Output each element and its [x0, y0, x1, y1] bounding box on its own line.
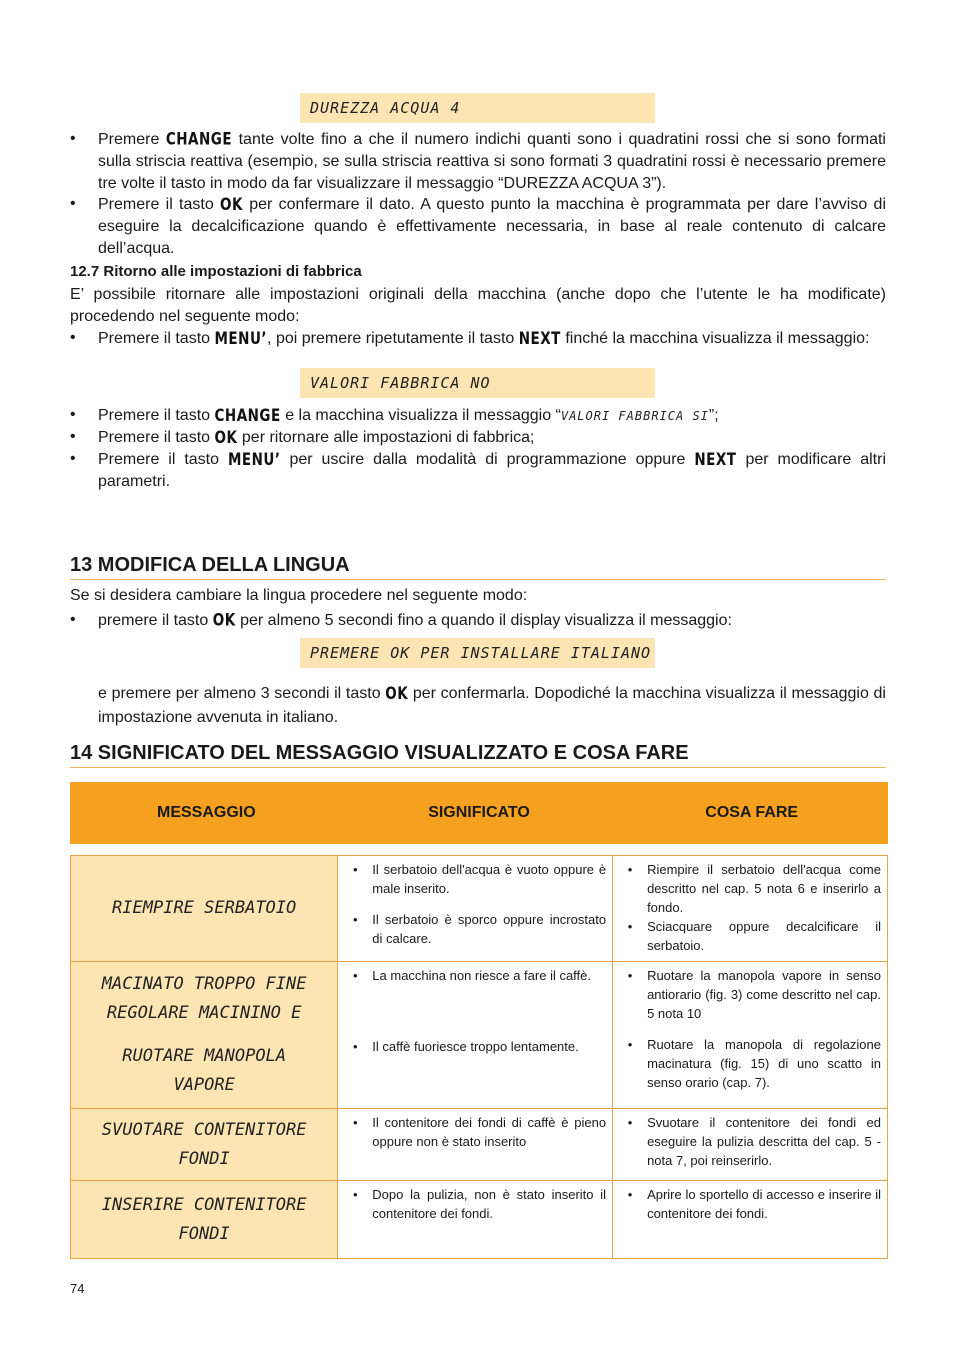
ok-key: OK	[385, 682, 409, 704]
display-message-inline: VALORI FABBRICA SI	[560, 409, 709, 423]
meaning-cell: • Il serbatoio dell'acqua è vuoto oppure è male inserito. • Il serbatoio è sporco oppure incrostato di calcare.	[338, 856, 613, 962]
action-cell: • Riempire il serbatoio dell'acqua come descritto nel cap. 5 nota 6 e inserirlo a fondo. • Sciacquare oppure decalcificare il serbatoio.	[613, 856, 888, 962]
menu-key: MENU’	[214, 327, 268, 349]
display-message: VALORI FABBRICA NO	[310, 374, 491, 392]
table-row	[71, 1109, 888, 1181]
message-cell: INSERIRE CONTENITORE FONDI	[71, 1181, 338, 1259]
section-13-intro: Se si desidera cambiare la lingua procedere nel seguente modo:	[70, 587, 528, 604]
table-row	[71, 962, 888, 1109]
section-12-7-intro: E’ possibile ritornare alle impostazioni originali della macchina (anche dopo che l’utente le ha modificate) procedendo nel seguente modo:	[70, 286, 886, 325]
display-box-premere	[300, 638, 655, 668]
column-header-significato: SIGNIFICATO	[428, 804, 530, 821]
ok-key: OK	[220, 193, 243, 215]
next-key: NEXT	[694, 448, 737, 470]
display-message: PREMERE OK PER INSTALLARE ITALIANO	[310, 644, 652, 662]
action-cell: • Aprire lo sportello di accesso e inserire il contenitore dei fondi.	[613, 1181, 888, 1259]
display-box-valori	[300, 368, 655, 398]
action-cell: • Svuotare il contenitore dei fondi ed eseguire la pulizia descritta del cap. 5 - nota 7, poi reinserirlo.	[613, 1109, 888, 1181]
meaning-cell: • Il contenitore dei fondi di caffè è pieno oppure non è stato inserito	[338, 1109, 613, 1181]
change-key: CHANGE	[214, 404, 281, 426]
meaning-cell: • La macchina non riesce a fare il caffè. • Il caffè fuoriesce troppo lentamente.	[338, 962, 613, 1109]
table-header	[70, 782, 888, 844]
display-box-durezza	[300, 93, 655, 123]
next-key: NEXT	[518, 327, 561, 349]
message-cell: SVUOTARE CONTENITORE FONDI	[71, 1109, 338, 1181]
menu-key: MENU’	[227, 448, 281, 470]
change-key: CHANGE	[165, 128, 233, 150]
meaning-cell: • Dopo la pulizia, non è stato inserito il contenitore dei fondi.	[338, 1181, 613, 1259]
column-header-messaggio: MESSAGGIO	[156, 804, 256, 821]
section-13-heading: 13 MODIFICA DELLA LINGUA	[70, 554, 886, 580]
column-header-cosa-fare: COSA FARE	[705, 804, 799, 821]
messages-table	[70, 855, 888, 1259]
table-row	[71, 1181, 888, 1259]
section-14-heading: 14 SIGNIFICATO DEL MESSAGGIO VISUALIZZATO E COSA FARE	[70, 742, 886, 768]
message-cell: RIEMPIRE SERBATOIO	[71, 856, 338, 962]
ok-key: OK	[214, 426, 238, 448]
message-cell: MACINATO TROPPO FINE REGOLARE MACININO E RUOTARE MANOPOLA VAPORE	[71, 962, 338, 1109]
ok-key: OK	[212, 609, 236, 631]
display-message: DUREZZA ACQUA 4	[310, 99, 461, 117]
page-number: 74	[70, 1281, 85, 1296]
table-row	[71, 856, 888, 962]
section-12-7-heading: 12.7 Ritorno alle impostazioni di fabbrica	[70, 263, 362, 280]
action-cell: • Ruotare la manopola vapore in senso antiorario (fig. 3) come descritto nel cap. 5 nota 10 • Ruotare la manopola di regolazione macinatura (fig. 15) di uno scatto in senso orario (cap. 7).	[613, 962, 888, 1109]
